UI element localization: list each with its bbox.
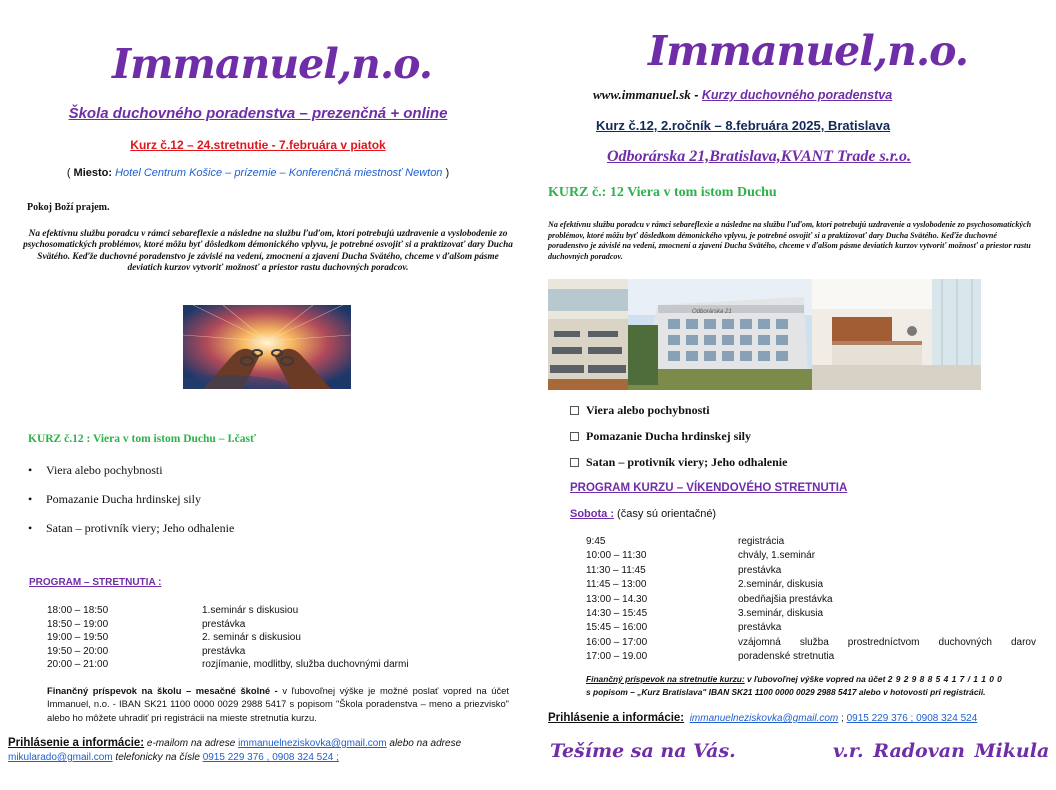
phone-link[interactable]: 0915 229 376 ; 0908 324 524 (846, 713, 978, 724)
table-row (47, 618, 487, 632)
table-row (47, 604, 487, 618)
list-item (570, 429, 1010, 455)
location-close: ) (442, 167, 450, 179)
program-activity: 2.seminár, diskusia (738, 579, 824, 591)
building-sign-text: Odborárska 21 (692, 309, 732, 315)
program-time: 11:45 – 13:00 (586, 579, 647, 591)
finance-bold: Finančný príspevok na školu – mesačné školné - (47, 685, 278, 696)
left-logo: Immanuel,n.o. (112, 40, 433, 88)
chained-hands-image (183, 305, 351, 389)
left-greeting: Pokoj Boží prajem. (27, 202, 110, 213)
right-address: Odborárska 21,Bratislava,KVANT Trade s.r.o. (607, 148, 912, 165)
list-item (570, 403, 1010, 429)
table-row (586, 593, 1036, 607)
courses-link[interactable]: Kurzy duchovného poradenstva (701, 88, 893, 102)
topic-label: Satan – protivník viery; Jeho odhalenie (586, 455, 788, 469)
program-time: 18:50 – 19:00 (47, 618, 109, 630)
right-program-heading: PROGRAM KURZU – VÍKENDOVÉHO STRETNUTIA (570, 482, 848, 494)
list-item (28, 521, 498, 550)
bullet-dot-icon: • (28, 492, 33, 506)
right-program-table (586, 535, 1036, 665)
left-course-line: Kurz č.12 – 24.stretnutie - 7.februára v piatok (130, 138, 386, 152)
program-time: 9:45 (586, 536, 606, 547)
bullet-dot-icon: • (28, 463, 33, 477)
table-row (586, 564, 1036, 578)
signup-text: alebo na adrese (386, 738, 462, 749)
left-kurz-heading: KURZ č.12 : Viera v tom istom Duchu – I.časť (28, 433, 256, 445)
right-signup (548, 712, 977, 724)
topic-label: Viera alebo pochybnosti (46, 463, 163, 477)
table-row (586, 549, 1036, 563)
left-program-heading: PROGRAM – STRETNUTIA : (29, 577, 162, 588)
program-time: 20:00 – 21:00 (47, 659, 109, 671)
office-building-photo (628, 279, 812, 390)
bullet-dot-icon: • (28, 521, 33, 535)
list-item (570, 455, 1010, 481)
left-signup (8, 736, 516, 765)
left-location (0, 167, 516, 179)
signup-text: e-mailom na adrese (144, 738, 239, 749)
reception-photo (812, 279, 981, 390)
separator: - (690, 88, 702, 102)
right-logo: Immanuel,n.o. (648, 27, 969, 75)
signup-text: telefonicky na čísle (112, 752, 203, 763)
finance-text: s popisom – „Kurz Bratislava" IBAN SK21 1100 0000 0029 2988 5417 alebo v hotovosti pri registrácii. (586, 687, 986, 698)
program-activity: 2. seminár s diskusiou (202, 632, 301, 644)
checkbox-bullet-icon (570, 432, 579, 441)
program-activity: prestávka (202, 645, 246, 657)
finance-bold: Finančný príspevok na stretnutie kurzu: (586, 674, 745, 684)
right-day-line (570, 508, 716, 520)
list-item (28, 492, 498, 521)
topic-label: Pomazanie Ducha hrdinskej sily (46, 492, 201, 506)
program-time: 16:00 – 17:00 (586, 636, 648, 648)
right-topic-list (570, 403, 1010, 481)
finance-text: v ľubovoľnej výške vopred na účet (744, 674, 888, 684)
topic-label: Pomazanie Ducha hrdinskej sily (586, 429, 752, 443)
program-activity: prestávka (202, 618, 246, 630)
account-number: 2 9 2 9 8 8 5 4 1 7 / 1 1 0 0 (887, 674, 1003, 684)
left-program-table (47, 604, 487, 672)
program-time: 14:30 – 15:45 (586, 608, 648, 620)
program-time: 13:00 – 14.30 (586, 593, 648, 605)
location-value: Hotel Centrum Košice – prízemie – Konferenčná miestnosť Newton (112, 167, 443, 179)
left-topic-list (28, 463, 498, 550)
right-intro: Na efektívnu službu poradcu v rámci sebareflexie a následne na službu ľuďom, ktorí potrebujú uzdravenie a vyslobodenie zo psychosomatických problémov, ktoré môžu byť dôsledkom démonického vplyvu, je potrebné osvojiť si a praktizovať dary Ducha Svätého. Keďže duchovné poradenstvo je závislé na vedení, zmocnení a zjavení Ducha Svätého, chceme v ďalšom pásme deviatich kurzov vytvoriť možnosť a priestor rastu duchovných poradcov. (548, 220, 1032, 261)
conference-room-photo (548, 279, 628, 390)
website-link[interactable]: www.immanuel.sk (593, 87, 691, 102)
right-finance-info (586, 673, 1038, 700)
program-time: 15:45 – 16:00 (586, 622, 648, 634)
right-kurz-heading: KURZ č.: 12 Viera v tom istom Duchu (548, 185, 777, 200)
program-activity: prestávka (738, 564, 782, 576)
signature: v.r. Radovan Mikula (833, 740, 1050, 762)
email-link[interactable]: immanuelneziskovka@gmail.com (689, 713, 839, 724)
program-activity: vzájomná služba prostredníctvom duchovných darov (738, 636, 1036, 648)
day-note: (časy sú orientačné) (614, 508, 717, 520)
checkbox-bullet-icon (570, 406, 579, 415)
right-course-line: Kurz č.12, 2.ročník – 8.februára 2025, Bratislava (596, 118, 891, 133)
program-time: 17:00 – 19.00 (586, 651, 648, 663)
table-row (586, 650, 1036, 664)
program-time: 10:00 – 11:30 (586, 550, 647, 562)
table-row (47, 658, 487, 672)
table-row (586, 621, 1036, 635)
left-finance-info (47, 684, 509, 724)
table-row (586, 636, 1036, 650)
program-activity: prestávka (738, 622, 782, 634)
email-link-2[interactable]: mikularado@gmail.com (8, 752, 113, 763)
table-row (586, 535, 1036, 549)
program-activity: registrácia (738, 536, 785, 547)
program-activity: poradenské stretnutia (738, 651, 835, 663)
program-activity: chvály, 1.seminár (738, 550, 816, 562)
checkbox-bullet-icon (570, 458, 579, 467)
signup-label: Prihlásenie a informácie: (548, 712, 685, 724)
list-item (28, 463, 498, 492)
closing-text: Tešíme sa na Vás. (550, 740, 736, 762)
program-activity: rozjímanie, modlitby, služba duchovnými darmi (202, 659, 409, 671)
finance-text: v ľubovoľnej výške je možné poslať vopred na účet Immanuel, n.o. - IBAN SK21 1100 0000 0029 2988 5417 s popisom "Škola poradenstva – meno a priezvisko" alebo ho môžete uhradiť pri registrácii na mieste stretnutia kurzu. (47, 685, 509, 723)
program-time: 19:00 – 19:50 (47, 632, 109, 644)
table-row (47, 645, 487, 659)
separator: ; (838, 713, 847, 724)
program-time: 11:30 – 11:45 (586, 564, 646, 576)
phone-link[interactable]: 0915 229 376 , 0908 324 524 ; (202, 752, 339, 763)
program-activity: obedňajšia prestávka (738, 593, 833, 605)
table-row (47, 631, 487, 645)
table-row (586, 578, 1036, 592)
program-activity: 3.seminár, diskusia (738, 608, 824, 620)
table-row (586, 607, 1036, 621)
program-activity: 1.seminár s diskusiou (202, 605, 299, 616)
topic-label: Viera alebo pochybnosti (586, 403, 710, 417)
left-subtitle: Škola duchovného poradenstva – prezenčná + online (68, 105, 448, 122)
right-web-line (593, 87, 892, 103)
topic-label: Satan – protivník viery; Jeho odhalenie (46, 521, 235, 535)
location-open: ( (66, 167, 74, 179)
left-intro: Na efektívnu službu poradcu v rámci sebareflexie a následne na službu ľuďom, ktorí potrebujú uzdravenie a vyslobodenie zo psychosomatických problémov, ktoré môžu byť dôsledkom démonického vplyvu, je potrebné osvojiť si a praktizovať dary Ducha Svätého. Keďže duchovné poradenstvo je závislé na vedení, zmocnení a zjavení Ducha Svätého, chceme v ďalšom pásme deviatich kurzov vytvoriť možnosť a priestor rastu duchovných poradcov. (23, 229, 513, 273)
day-label: Sobota : (570, 508, 614, 520)
location-label: Miesto: (73, 167, 113, 179)
email-link[interactable]: immanuelneziskovka@gmail.com (238, 738, 387, 749)
program-time: 18:00 – 18:50 (47, 605, 109, 616)
program-time: 19:50 – 20:00 (47, 645, 109, 657)
signup-label: Prihlásenie a informácie: (8, 737, 145, 749)
